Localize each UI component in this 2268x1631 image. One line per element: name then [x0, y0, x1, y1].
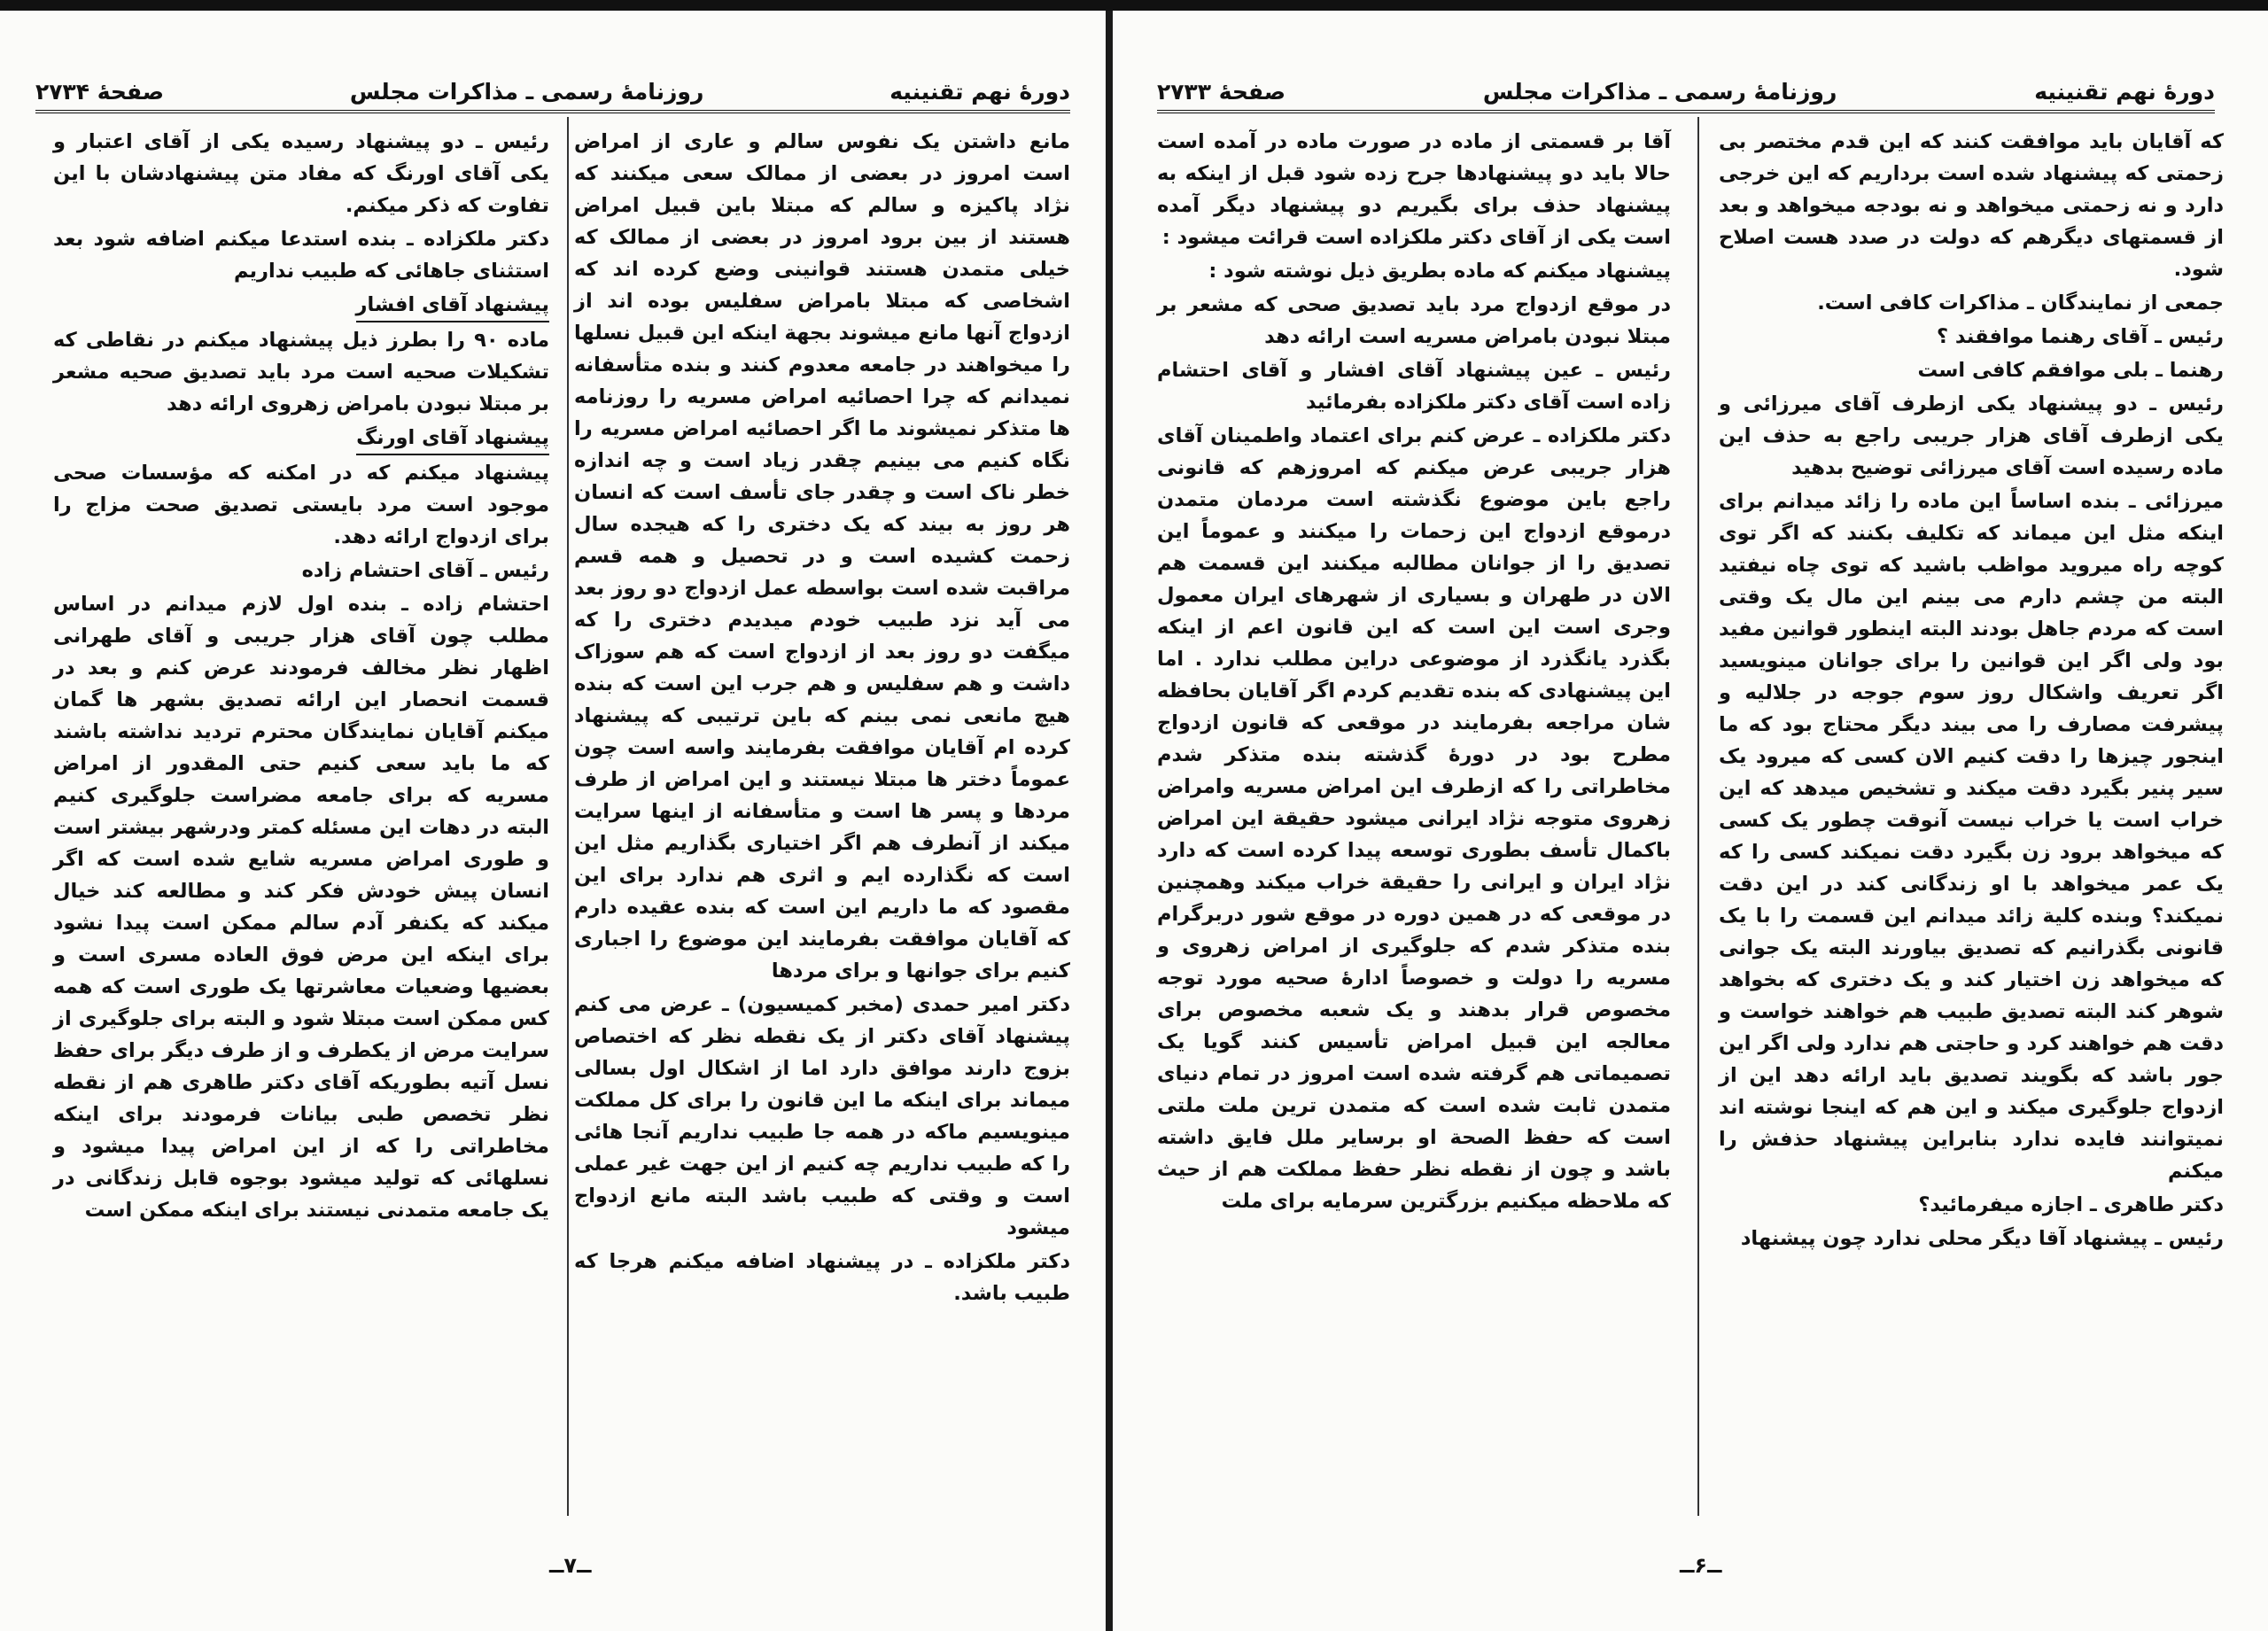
column-divider: [1697, 117, 1699, 1516]
paragraph: احتشام زاده ـ بنده اول لازم میدانم در اساس مطلب چون آقای هزار جریبی و آقای طهرانی اظهار نظر مخالف فرمودند عرض کنم و بعد در قسمت انحصار این ارائه تصدیق بشهر ها گمان میکنم آقایان نمایندگان محترم تردید نداشته باشند که ما باید سعی کنیم حتی المقدور از امراض مسریه که برای جامعه مضراست جلوگیری کنیم البته در دهات این مسئله کمتر ودرشهر بیشتر است و طوری امراض مسریه شایع شده است که اگر انسان پیش خودش فکر کند و مطالعه کند خیال میکند که یکنفر آدم سالم ممکن است پیدا نشود برای اینکه این مرض فوق العاده مسری است و بعضیها وضعیات معاشرتها یک طوری است که همه کس ممکن است مبتلا شود و البته برای جلوگیری از سرایت مرض از یکطرف و از طرف دیگر برای حفظ نسل آتیه بطوریکه آقای دکتر طاهری هم از نقطه نظر تخصص طبی بیانات فرمودند برای اینکه مخاطراتی را که از این امراض پیدا میشود و نسلهائی که تولید میشود بوجوه قابل زندگانی در یک جامعه متمدنی نیستند برای اینکه ممکن است: [53, 593, 549, 1222]
right-page-left-column: [1157, 126, 1671, 1219]
scan-top-edge: [0, 0, 2268, 11]
proposal-heading: پیشنهاد آقای افشار: [356, 289, 550, 322]
paragraph: میرزائی ـ بنده اساساً این ماده را زائد میدانم برای اینکه مثل این میماند که تکلیف بکنند که اگر توی کوچه راه میروید مواظب باشید که توی چاه نیفتید البته من چشم دارم می بینم این مال یک وقتی است که مردم جاهل بودند البته اینطور قوانین مفید بود ولی اگر این قوانین را برای جوانان مینویسید اگر تعریف واشکال روز سوم جوجه در جلالیه و پیشرفت مصارف را می بیند دیگر محتاج بود که ما اینجور چیزها را دقت کنیم الان کسی که میرود یک سیر پنیر بگیرد دقت میکند و تشخیص میدهد که این خراب است یا خراب نیست آنوقت چطور یک کسی که میخواهد برود زن بگیرد دقت نمیکند کسی را که یک عمر میخواهد با او زندگانی کند در این دقت نمیکند؟ وبنده کلیة زائد میدانم این قسمت را با یک قانونی بگذرانیم که تصدیق بیاورند البته یک جوانی که میخواهد زن اختیار کند و یک دختری که بخواهد شوهر کند البته تصدیق طبیب هم خواهند خواست و دقت هم خواهند کرد و حاجتی هم ندارد ولی اگر این جور باشد که بگویند تصدیق باید ارائه دهد این از ازدواج جلوگیری میکند و این هم که اینجا نوشته اند نمیتوانند فایده ندارد بنابراین پیشنهاد حذفش را میکنم: [1719, 490, 2224, 1183]
paragraph: جمعی از نمایندگان ـ مذاکرات کافی است.: [1817, 291, 2224, 315]
paragraph: رئیس ـ عین پیشنهاد آقای افشار و آقای احتشام زاده است آقای دکتر ملکزاده بفرمائید: [1157, 359, 1671, 414]
left-page-journal-title: روزنامهٔ رسمی ـ مذاکرات مجلس: [349, 79, 704, 105]
paragraph: رئیس ـ آقای رهنما موافقند ؟: [1937, 325, 2224, 348]
paragraph: دکتر امیر حمدی (مخبر کمیسیون) ـ عرض می کنم پیشنهاد آقای دکتر از یک نقطه نظر که اختصاص بزوج دارند موافق دارد اما از اشکال اول بسالی میماند برای اینکه ما این قانون را برای کل مملکت مینویسیم ماکه در همه جا طبیب نداریم آنجا هائی را که طبیب نداریم چه کنیم از این جهت غیر عملی است و وقتی که طبیب باشد البته مانع ازدواج میشود: [574, 993, 1070, 1239]
paragraph: رئیس ـ دو پیشنهاد یکی ازطرف آقای میرزائی و یکی ازطرف آقای هزار جریبی راجع به حذف این ماده رسیده است آقای میرزائی توضیح بدهید: [1719, 392, 2224, 479]
paragraph: دکتر ملکزاده ـ عرض کنم برای اعتماد واطمینان آقای هزار جریبی عرض میکنم که امروزهم که قانونی راجع باین موضوع نگذشته است مردمان متمدن درموقع ازدواج این زحمات را میکنند و عموماً این تصدیق را از جوانان مطالبه میکنند این قسمت هم الان در طهران و بسیاری از شهرهای ایران معمول وجری است این است که این قانون اعم از اینکه بگذرد یانگذرد از موضوعی دراین مطلب ندارد . اما این پیشنهادی که بنده تقدیم کردم اگر آقایان بحافظه شان مراجعه بفرمایند در موقعی که قانون ازدواج مطرح بود در دورهٔ گذشته بنده متذکر شدم مخاطراتی را که ازطرف این امراض مسریه وامراض زهروی متوجه نژاد ایرانی میشود حقیقة این امراض باکمال تأسف بطوری توسعه پیدا کرده است که دارد نژاد ایران و ایرانی را حقیقة خراب میکند وهمچنین در موقعی که در همین دوره در موقع شور دربرگرام بنده متذکر شدم که جلوگیری از امراض زهروی و مسریه را دولت و خصوصاً ادارهٔ صحیه مورد توجه مخصوص قرار بدهند و یک شعبه مخصوص برای معالجه این قبیل امراض تأسیس کنند گویا یک تصمیماتی هم گرفته شده است امروز در تمام دنیای متمدن ثابت شده است که متمدن ترین ملت ملتی است که حفظ الصحة او برسایر ملل فایق داشته باشد و چون از نقطه نظر حفظ مملکت هم از حیث که ملاحظه میکنیم بزرگترین سرمایه برای ملت: [1157, 424, 1671, 1213]
left-page-right-column: [574, 126, 1070, 1311]
paragraph: پیشنهاد میکنم که ماده بطریق ذیل نوشته شود :: [1208, 260, 1671, 283]
right-page-header: [1157, 60, 2215, 113]
paragraph: آقا بر قسمتی از ماده در صورت ماده در آمده است حالا باید دو پیشنهادها جرح زده شود قبل از اینکه به پیشنهاد حذف برای بگیریم دو پیشنهاد دیگر آمده است یکی از آقای دکتر ملکزاده است قرائت میشود :: [1157, 130, 1671, 249]
paragraph: که آقایان باید موافقت کنند که این قدم مختصر بی زحمتی که پیشنهاد شده است برداریم که این خرجی دارد و نه زحمتی میخواهد و نه بودجه میخواهد و بعد از قسمتهای دیگرهم که دولت در صدد هست اصلاح شود.: [1719, 130, 2224, 281]
left-page-number: صفحهٔ ۲۷۳۴: [35, 79, 165, 105]
paragraph: رئیس ـ دو پیشنهاد رسیده یکی از آقای اعتبار و یکی آقای اورنگ که مفاد متن پیشنهادشان با این تفاوت که ذکر میکنم.: [53, 130, 549, 217]
paragraph: رهنما ـ بلی موافقم کافی است: [1917, 359, 2224, 382]
paragraph: در موقع ازدواج مرد باید تصدیق صحی که مشعر بر مبتلا نبودن بامراض مسریه است ارائه دهد: [1157, 293, 1671, 348]
right-page-number: صفحهٔ ۲۷۳۳: [1157, 79, 1286, 105]
paragraph: رئیس ـ آقای احتشام زاده: [301, 559, 549, 582]
paragraph: پیشنهاد میکنم که در امکنه که مؤسسات صحی موجود است مرد بایستی تصدیق صحت مزاج را برای ازدواج ارائه دهد.: [53, 462, 549, 548]
page-folio: ــ۶ــ: [1680, 1553, 1722, 1578]
paragraph: دکتر ملکزاده ـ بنده استدعا میکنم اضافه شود بعد استثنای جاهائی که طبیب نداریم: [53, 228, 549, 283]
paragraph: دکتر ملکزاده ـ در پیشنهاد اضافه میکنم هرجا که طبیب باشد.: [574, 1250, 1070, 1305]
paragraph: دکتر طاهری ـ اجازه میفرمائید؟: [1918, 1193, 2224, 1216]
paragraph: مانع داشتن یک نفوس سالم و عاری از امراض است امروز در بعضی از ممالک سعی میکنند که نژاد پاکیزه و سالم که مبتلا باین قبیل امراض هستند از بین برود امروز در بعضی از ممالک که خیلی متمدن هستند قوانینی وضع کرده اند که اشخاصی که مبتلا بامراض سفلیس بوده اند از ازدواج آنها مانع میشوند بجهة اینکه این قبیل نسلها را میخواهند در جامعه معدوم کنند و بنده متأسفانه نمیدانم که چرا احصائیه امراض مسریه را روزنامه ها متذکر نمیشوند ما اگر احصائیه امراض مسریه را نگاه کنیم می بینیم چقدر زیاد است و چه اندازه خطر ناک است و چقدر جای تأسف است که انسان هر روز به بیند که یک دختری را که هیجده سال زحمت کشیده است و در تحصیل و همه قسم مراقبت شده است بواسطه عمل ازدواج دو روز بعد می آید نزد طبیب خودم میدیدم دختری را که میگفت دو روز بعد از ازدواج است که هم سوزاک داشت و هم سفلیس و هم جرب این است که بنده هیچ مانعی نمی بینم که باین ترتیبی که پیشنهاد کرده ام آقایان موافقت بفرمایند واسه است چون عموماً دختر ها مبتلا نیستند و این امراض از طرف مردها و پسر ها است و متأسفانه از اینها سرایت میکند از آنطرف هم اگر اختیاری بگذاریم مثل این است که نگذارده ایم و اثری هم ندارد برای این مقصود که ما داریم این است که بنده عقیده دارم که آقایان موافقت بفرمایند این موضوع را اجباری کنیم برای جوانها و برای مردها: [574, 130, 1070, 982]
proposal-heading: پیشنهاد آقای اورنگ: [356, 422, 549, 455]
book-gutter: [1106, 11, 1113, 1631]
column-divider: [567, 117, 569, 1516]
right-page-session: دورهٔ نهم تقنینیه: [2034, 79, 2215, 105]
right-page-journal-title: روزنامهٔ رسمی ـ مذاکرات مجلس: [1482, 79, 1837, 105]
right-page-right-column: [1719, 126, 2224, 1256]
left-page: [0, 11, 1106, 1631]
paragraph: رئیس ـ پیشنهاد آقا دیگر محلی ندارد چون پیشنهاد: [1740, 1227, 2224, 1250]
left-page-left-column: [53, 126, 549, 1228]
page-folio: ــ۷ــ: [549, 1553, 592, 1578]
right-page: [1113, 11, 2268, 1631]
left-page-session: دورهٔ نهم تقنینیه: [889, 79, 1070, 105]
paragraph: ماده ۹۰ را بطرز ذیل پیشنهاد میکنم در نقاطی که تشکیلات صحیه است مرد باید تصدیق صحیه مشعر بر مبتلا نبودن بامراض زهروی ارائه دهد: [53, 329, 550, 416]
left-page-header: [35, 60, 1070, 113]
